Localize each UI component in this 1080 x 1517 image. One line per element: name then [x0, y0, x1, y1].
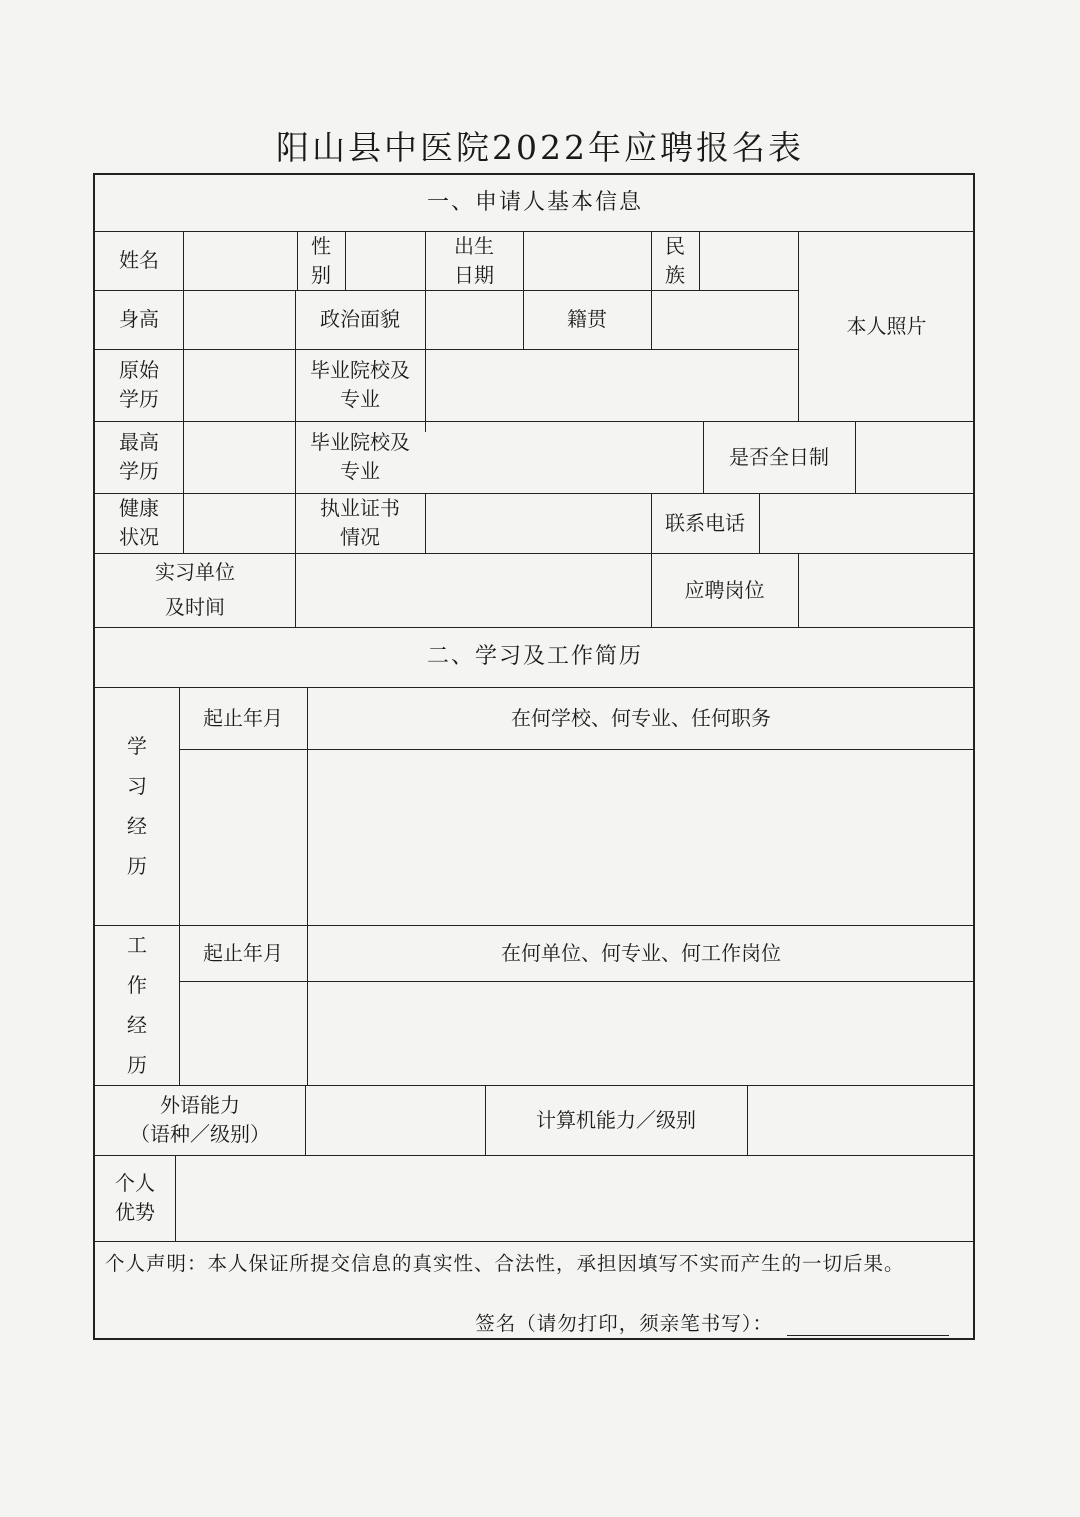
field-license[interactable] [425, 493, 651, 553]
label-birth-date: 出生 日期 [454, 233, 494, 287]
personal-declaration: 个人声明：本人保证所提交信息的真实性、合法性，承担因填写不实而产生的一切后果。 [105, 1252, 905, 1275]
field-position[interactable] [798, 553, 975, 627]
field-computer-skill[interactable] [747, 1085, 975, 1155]
label-study-experience: 学 习 经 历 [127, 734, 147, 878]
field-personal-strengths[interactable] [175, 1155, 975, 1241]
field-school-major-highest[interactable] [425, 421, 703, 493]
label-study-period: 起止年月 [203, 705, 283, 730]
label-license: 执业证书 情况 [320, 496, 400, 549]
field-highest-education[interactable] [183, 421, 295, 493]
section-basic-info: 一、申请人基本信息 [426, 190, 643, 216]
label-work-period: 起止年月 [203, 940, 283, 965]
field-original-education[interactable] [183, 349, 295, 421]
label-political-status: 政治面貌 [320, 307, 400, 331]
field-political-status[interactable] [425, 290, 523, 349]
label-school-major-highest: 毕业院校及 专业 [310, 430, 410, 483]
field-height[interactable] [183, 290, 295, 349]
label-health: 健康 状况 [119, 496, 159, 549]
field-full-time[interactable] [855, 421, 975, 493]
field-ethnicity[interactable] [699, 231, 798, 290]
label-internship: 实习单位 及时间 [155, 560, 235, 619]
label-name: 姓名 [119, 248, 159, 272]
label-full-time: 是否全日制 [729, 444, 829, 469]
signature-row [475, 1308, 949, 1336]
label-original-education: 原始 学历 [119, 358, 159, 411]
label-work-experience: 工 作 经 历 [127, 933, 147, 1077]
field-phone[interactable] [759, 493, 975, 553]
field-gender[interactable] [345, 231, 425, 290]
field-work-period[interactable] [179, 981, 307, 1085]
label-height: 身高 [119, 307, 159, 331]
signature-line[interactable] [787, 1313, 949, 1336]
photo-box[interactable]: 本人照片 [846, 313, 927, 338]
field-native-place[interactable] [651, 290, 798, 349]
label-foreign-language: 外语能力 （语种／级别） [130, 1093, 270, 1146]
label-study-description: 在何学校、何专业、任何职务 [511, 705, 771, 730]
field-study-description[interactable] [307, 749, 975, 925]
field-study-period[interactable] [179, 749, 307, 925]
label-native-place: 籍贯 [567, 307, 607, 331]
label-highest-education: 最高 学历 [119, 430, 159, 483]
label-personal-strengths: 个人 优势 [115, 1171, 155, 1224]
page-title: 阳山县中医院2022年应聘报名表 [276, 128, 804, 167]
signature-label: 签名（请勿打印，须亲笔书写）： [475, 1312, 773, 1335]
field-school-major-original[interactable] [425, 349, 798, 421]
field-foreign-language[interactable] [305, 1085, 485, 1155]
field-name[interactable] [183, 231, 297, 290]
application-form [93, 173, 975, 1340]
label-phone: 联系电话 [665, 510, 745, 535]
field-work-description[interactable] [307, 981, 975, 1085]
label-gender: 性 别 [311, 233, 331, 287]
label-position: 应聘岗位 [684, 577, 765, 602]
label-work-description: 在何单位、何专业、何工作岗位 [501, 940, 781, 965]
label-computer-skill: 计算机能力／级别 [536, 1107, 696, 1132]
field-health[interactable] [183, 493, 295, 553]
field-birth-date[interactable] [523, 231, 651, 290]
section-resume: 二、学习及工作简历 [426, 644, 643, 670]
label-school-major-original: 毕业院校及 专业 [310, 358, 410, 411]
label-ethnicity: 民 族 [665, 233, 685, 287]
field-internship[interactable] [295, 553, 651, 627]
